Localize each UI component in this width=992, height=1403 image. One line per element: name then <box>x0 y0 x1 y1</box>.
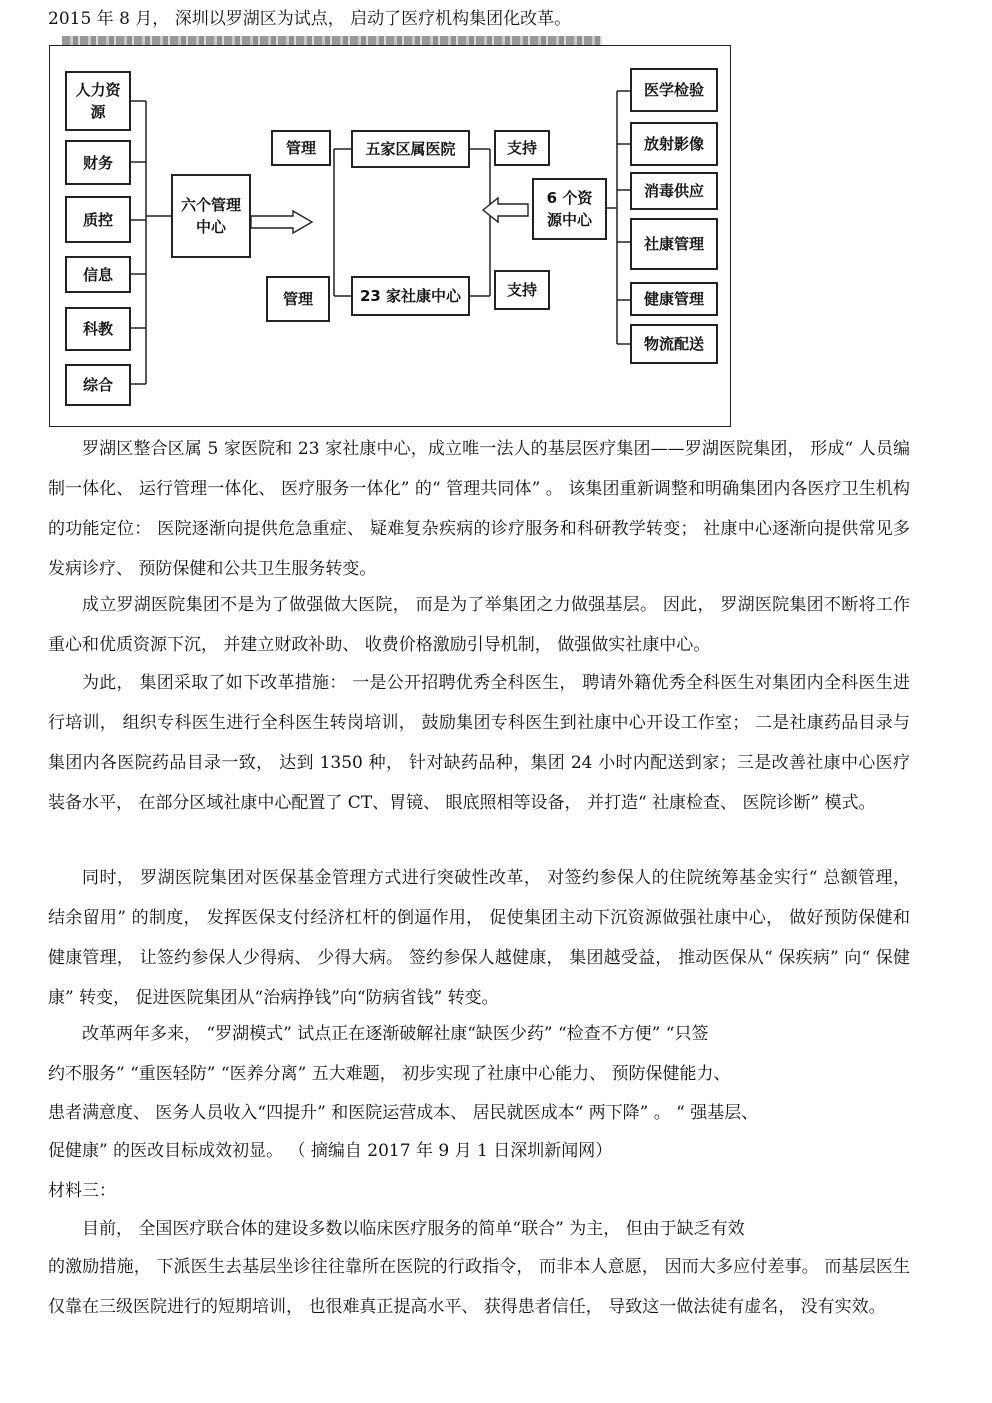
intro-line: 2015 年 8 月， 深圳以罗湖区为试点， 启动了医疗机构集团化改革。 <box>48 9 572 29</box>
six-management-centers: 六个管理中心 <box>171 174 251 258</box>
left-box-finance: 财务 <box>65 140 131 185</box>
paragraph-2: 成立罗湖医院集团不是为了做强做大医院， 而是为了举集团之力做强基层。 因此， 罗湖医院集团不断将工作重心和优质资源下沉， 并建立财政补助、 收费价格激励引导机制， 做强做实社康中心。 <box>48 595 910 655</box>
reform-line-3: 患者满意度、 医务人员收入“四提升” 和医院运营成本、 居民就医成本“ 两下降” 。 “ 强基层、 <box>48 1103 759 1123</box>
paragraph-4: 同时， 罗湖医院集团对医保基金管理方式进行突破性改革， 对签约参保人的住院统筹基金实行“ 总额管理， 结余留用” 的制度， 发挥医保支付经济杠杆的倒逼作用， 促使集团主动下沉资源做强社康中心， 做好预防保健和健康管理， 让签约参保人少得病、 少得大病。 签约参保人越健康， 集团越受益， 推动医保从“ 保疾病” 向“ 保健康” 转变， 促进医院集团从“治病挣钱”向“防病省钱” 转变。 <box>48 868 910 1008</box>
arrow-right-icon <box>251 211 312 233</box>
right-box-logistics: 物流配送 <box>630 324 718 364</box>
paragraph-1: 罗湖区整合区属 5 家医院和 23 家社康中心，成立唯一法人的基层医疗集团——罗湖医院集团， 形成“ 人员编制一体化、 运行管理一体化、 医疗服务一体化” 的“ 管理共同体” 。 该集团重新调整和明确集团内各医疗卫生机构的功能定位： 医院逐渐向提供危急重症、 疑难复杂疾病的诊疗服务和科研教学转变； 社康中心逐渐向提供常见多发病诊疗、 预防保健和公共卫生服务转变。 <box>48 439 910 579</box>
manage-label-top: 管理 <box>271 130 331 166</box>
right-box-radiology: 放射影像 <box>630 122 718 166</box>
six-resource-centers: 6 个资源中心 <box>532 178 607 240</box>
community-centers-box: 23 家社康中心 <box>351 276 470 316</box>
reform-line-2: 约不服务” “重医轻防” “医养分离” 五大难题， 初步实现了社康中心能力、 预防保健能力、 <box>48 1064 731 1084</box>
support-label-top: 支持 <box>494 130 550 166</box>
left-box-info: 信息 <box>65 256 131 293</box>
org-diagram <box>49 45 731 427</box>
reform-line-1: 改革两年多来， “罗湖模式” 试点正在逐渐破解社康“缺医少药” “检查不方便” “只签 <box>82 1024 709 1044</box>
left-box-quality: 质控 <box>65 196 131 243</box>
material-three-line-1: 目前， 全国医疗联合体的建设多数以临床医疗服务的简单“联合” 为主， 但由于缺乏有效 <box>82 1219 745 1239</box>
material-three-heading: 材料三： <box>48 1181 116 1201</box>
left-box-research: 科教 <box>65 307 131 351</box>
reform-line-4: 促健康” 的医改目标成效初显。 （ 摘编自 2017 年 9 月 1 日深圳新闻网） <box>48 1141 613 1161</box>
right-box-disinfection: 消毒供应 <box>630 172 718 210</box>
support-label-bottom: 支持 <box>494 270 550 310</box>
left-box-hr: 人力资源 <box>65 71 131 131</box>
right-box-lab: 医学检验 <box>630 68 718 112</box>
left-box-general: 综合 <box>65 364 131 406</box>
right-box-health: 健康管理 <box>630 282 718 316</box>
material-three-body: 的激励措施， 下派医生去基层坐诊往往靠所在医院的行政指令， 而非本人意愿， 因而大多应付差事。 而基层医生仅靠在三级医院进行的短期培训， 也很难真正提高水平、 获得患者信任， 导致这一做法徒有虚名， 没有实效。 <box>48 1257 910 1317</box>
right-box-community: 社康管理 <box>630 218 718 270</box>
manage-label-bottom: 管理 <box>266 276 330 322</box>
district-hospitals-box: 五家区属医院 <box>351 130 470 168</box>
paragraph-3: 为此， 集团采取了如下改革措施： 一是公开招聘优秀全科医生， 聘请外籍优秀全科医生对集团内全科医生进行培训， 组织专科医生进行全科医生转岗培训， 鼓励集团专科医生到社康中心开设工作室； 二是社康药品目录与集团内各医院药品目录一致， 达到 1350 种， 针对缺药品种，集团 24 小时内配送到家；三是改善社康中心医疗装备水平， 在部分区域社康中心配置了 CT、胃镜、 眼底照相等设备， 并打造“ 社康检查、 医院诊断” 模式。 <box>48 673 910 813</box>
